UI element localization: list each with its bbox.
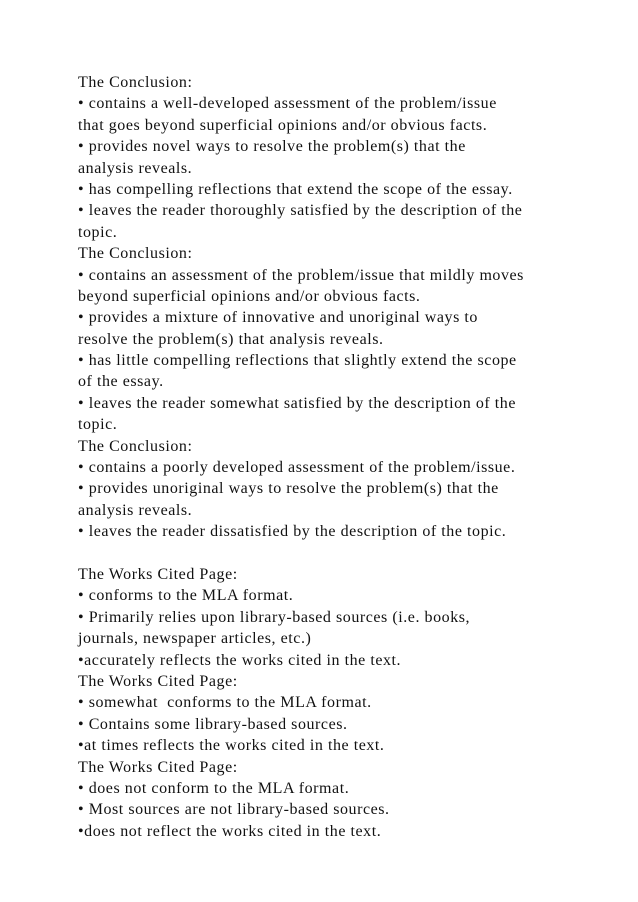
text-line: • provides novel ways to resolve the problem(s) that the — [78, 138, 466, 156]
text-line: •at times reflects the works cited in the text. — [78, 737, 385, 755]
text-line: •does not reflect the works cited in the text. — [78, 822, 382, 840]
section-heading: The Works Cited Page: — [78, 758, 238, 776]
text-line: resolve the problem(s) that analysis reveals. — [78, 330, 384, 348]
text-line: • somewhat conforms to the MLA format. — [78, 694, 372, 712]
section-spacer — [78, 543, 578, 564]
text-line: • does not conform to the MLA format. — [78, 779, 350, 797]
text-line: • has little compelling reflections that slightly extend the scope — [78, 352, 517, 370]
text-line: • contains a well-developed assessment of the problem/issue — [78, 95, 497, 113]
section-heading: The Works Cited Page: — [78, 672, 238, 690]
section-heading: The Conclusion: — [78, 74, 193, 91]
text-line: that goes beyond superficial opinions and/or obvious facts. — [78, 116, 488, 134]
section-heading: The Conclusion: — [78, 245, 193, 263]
text-line: of the essay. — [78, 373, 164, 391]
text-line: •accurately reflects the works cited in the text. — [78, 651, 402, 669]
text-line: • leaves the reader somewhat satisfied by the description of the — [78, 394, 516, 412]
text-line: analysis reveals. — [78, 501, 193, 519]
section-heading: The Works Cited Page: — [78, 565, 238, 583]
text-line: • contains a poorly developed assessment of the problem/issue. — [78, 459, 516, 477]
text-line: • Most sources are not library-based sources. — [78, 801, 390, 819]
text-line: • Primarily relies upon library-based sources (i.e. books, — [78, 608, 471, 626]
text-line: • leaves the reader thoroughly satisfied by the description of the — [78, 202, 523, 220]
text-line: journals, newspaper articles, etc.) — [78, 630, 312, 648]
section-heading: The Conclusion: — [78, 437, 193, 455]
text-line: analysis reveals. — [78, 159, 193, 177]
document-text — [78, 72, 578, 842]
conclusion-section — [78, 72, 578, 543]
text-line: • provides unoriginal ways to resolve the problem(s) that the — [78, 480, 499, 498]
text-line: • leaves the reader dissatisfied by the description of the topic. — [78, 523, 507, 541]
text-line: topic. — [78, 416, 118, 434]
text-line: topic. — [78, 223, 118, 241]
text-line: • conforms to the MLA format. — [78, 587, 294, 605]
text-line: • has compelling reflections that extend the scope of the essay. — [78, 180, 513, 198]
text-line: • Contains some library-based sources. — [78, 715, 348, 733]
text-line: beyond superficial opinions and/or obvious facts. — [78, 287, 421, 305]
text-line: • contains an assessment of the problem/issue that mildly moves — [78, 266, 524, 284]
works-cited-section — [78, 564, 578, 842]
text-line: • provides a mixture of innovative and unoriginal ways to — [78, 309, 478, 327]
